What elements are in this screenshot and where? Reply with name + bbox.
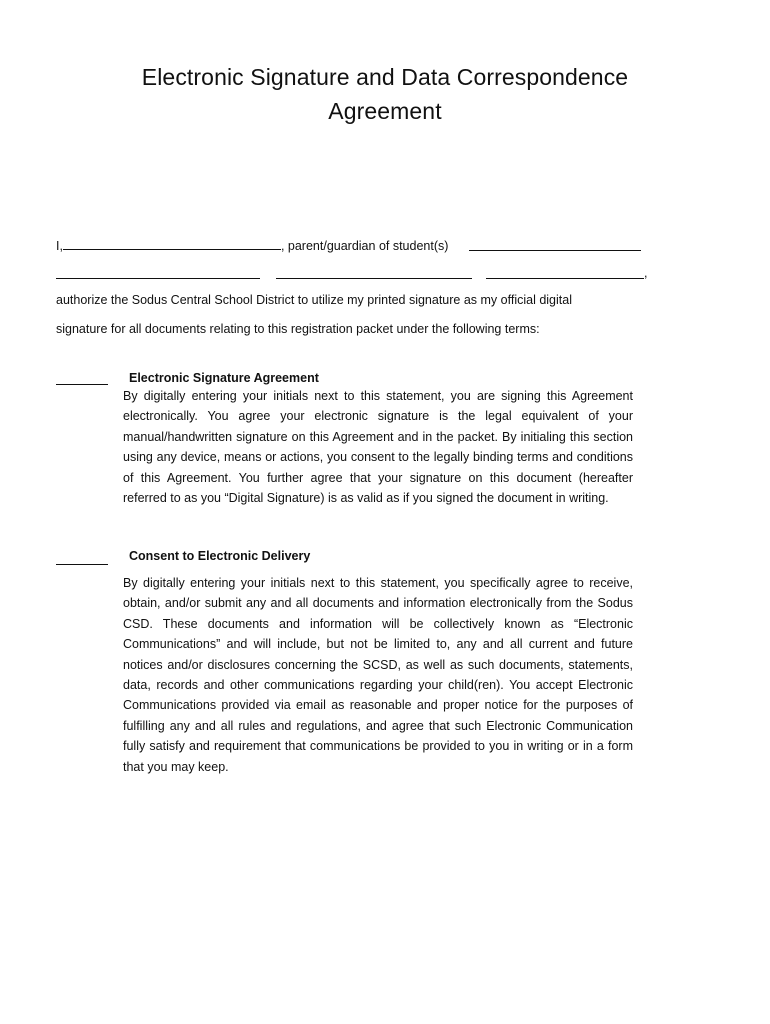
guardian-prefix: I,: [56, 239, 63, 253]
guardian-line: [56, 237, 448, 253]
student-name-blank-2[interactable]: [56, 278, 260, 279]
initials-blank-electronic-delivery[interactable]: [56, 564, 108, 565]
student-name-blank-4[interactable]: [486, 278, 644, 279]
authorize-line-2: signature for all documents relating to this registration packet under the following terms:: [56, 322, 540, 336]
trailing-comma: ,: [644, 266, 648, 280]
parent-name-blank[interactable]: [63, 237, 281, 250]
student-name-blank-1[interactable]: [469, 250, 641, 251]
title-line-1: Electronic Signature and Data Correspondence: [141, 64, 629, 90]
document-title: [0, 60, 770, 128]
initials-blank-signature-agreement[interactable]: [56, 384, 108, 385]
section-heading-signature-agreement: Electronic Signature Agreement: [129, 371, 319, 385]
section-heading-electronic-delivery: Consent to Electronic Delivery: [129, 549, 311, 563]
authorize-line-1: authorize the Sodus Central School District to utilize my printed signature as my official digital: [56, 293, 572, 307]
parent-guardian-label: , parent/guardian of student(s): [280, 239, 449, 253]
title-line-2: Agreement: [328, 98, 442, 124]
section-body-signature-agreement: By digitally entering your initials next to this statement, you are signing this Agreement electronically. You agree your electronic signature is the legal equivalent of your manual/handwritten signature on this Agreement and in the packet. By initialing this section using any device, means or actions, you consent to the legally binding terms and conditions of this Agreement. You further agree that your signature on this document (hereafter referred to as you “Digital Signature) is as valid as if you signed the document in writing.: [123, 389, 633, 506]
section-body-electronic-delivery: By digitally entering your initials next to this statement, you specifically agree to receive, obtain, and/or submit any and all documents and information electronically from the Sodus CSD. These documents and information will be collectively known as “Electronic Communications” and will include, but not be limited to, any and all current and future notices and/or disclosures concerning the SCSD, as well as such documents, statements, data, records and other communications regarding your child(ren). You accept Electronic Communications provided via email as reasonable and proper notice for the purposes of fulfilling any and all rules and regulations, and agree that such Electronic Communication fully satisfy and requirement that communications be provided to you in writing or in a form that you may keep.: [123, 576, 633, 774]
student-name-blank-3[interactable]: [276, 278, 472, 279]
